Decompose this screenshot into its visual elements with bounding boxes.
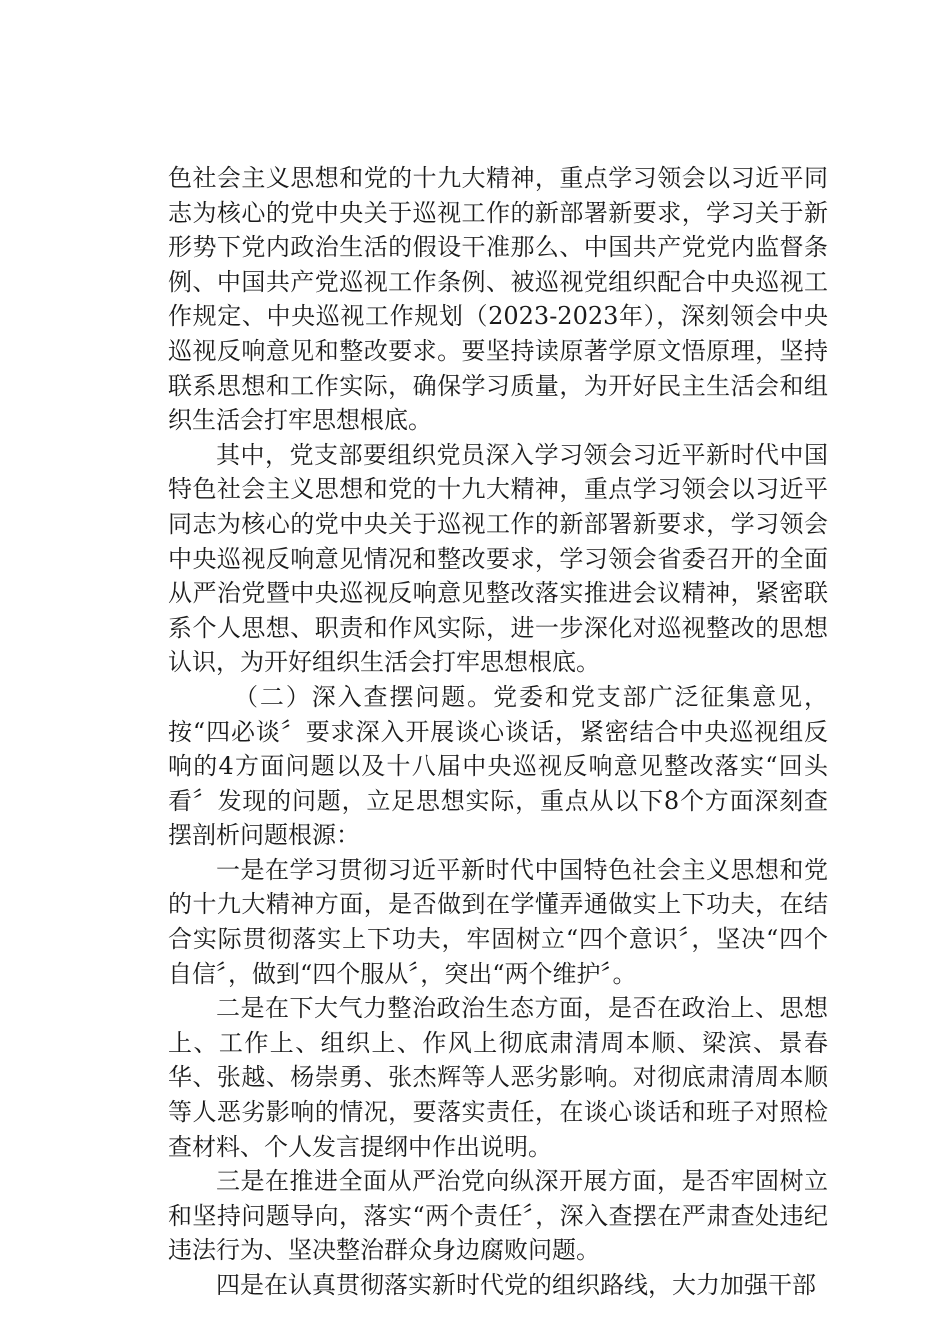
paragraph-point-4: 四是在认真贯彻落实新时代党的组织路线，大力加强干部 — [216, 1271, 816, 1299]
paragraph-point-2: 二是在下大气力整治政治生态方面，是否在政治上、思想上、工作上、组织上、作风上彻底肃清周本顺、梁滨、景春华、张越、杨崇勇、张杰辉等人恶劣影响。对彻底肃清周本顺等人恶劣影响的情况，要落实责任，在谈心谈话和班子对照检查材料、个人发言提纲中作出说明。 — [168, 994, 828, 1161]
paragraph-point-3: 三是在推进全面从严治党向纵深开展方面，是否牢固树立和坚持问题导向，落实“两个责任〞，深入查摆在严肃查处违纪违法行为、坚决整治群众身边腐败问题。 — [168, 1167, 828, 1265]
paragraph-section-2-heading: （二）深入查摆问题。党委和党支部广泛征集意见，按“四必谈〞要求深入开展谈心谈话，紧密结合中央巡视组反响的4方面问题以及十八届中央巡视反响意见整改落实“回头看〞发现的问题，立足思想实际，重点从以下8个方面深刻查摆剖析问题根源： — [168, 682, 828, 850]
document-body — [168, 161, 828, 1303]
paragraph-point-1: 一是在学习贯彻习近平新时代中国特色社会主义思想和党的十九大精神方面，是否做到在学懂弄通做实上下功夫，在结合实际贯彻落实上下功夫，牢固树立“四个意识〞，坚决“四个自信〞，做到“四个服从〞，突出“两个维护〞。 — [168, 855, 828, 988]
paragraph-continuation: 色社会主义思想和党的十九大精神，重点学习领会以习近平同志为核心的党中央关于巡视工作的新部署新要求，学习关于新形势下党内政治生活的假设干准那么、中国共产党党内监督条例、中国共产党巡视工作条例、被巡视党组织配合中央巡视工作规定、中央巡视工作规划（2023-2023年），深刻领会中央巡视反响意见和整改要求。要坚持读原著学原文悟原理，坚持联系思想和工作实际，确保学习质量，为开好民主生活会和组织生活会打牢思想根底。 — [168, 164, 828, 435]
paragraph-party-branch-study: 其中，党支部要组织党员深入学习领会习近平新时代中国特色社会主义思想和党的十九大精神，重点学习领会以习近平同志为核心的党中央关于巡视工作的新部署新要求，学习领会中央巡视反响意见情况和整改要求，学习领会省委召开的全面从严治党暨中央巡视反响意见整改落实推进会议精神，紧密联系个人思想、职责和作风实际，进一步深化对巡视整改的思想认识，为开好组织生活会打牢思想根底。 — [168, 440, 828, 677]
